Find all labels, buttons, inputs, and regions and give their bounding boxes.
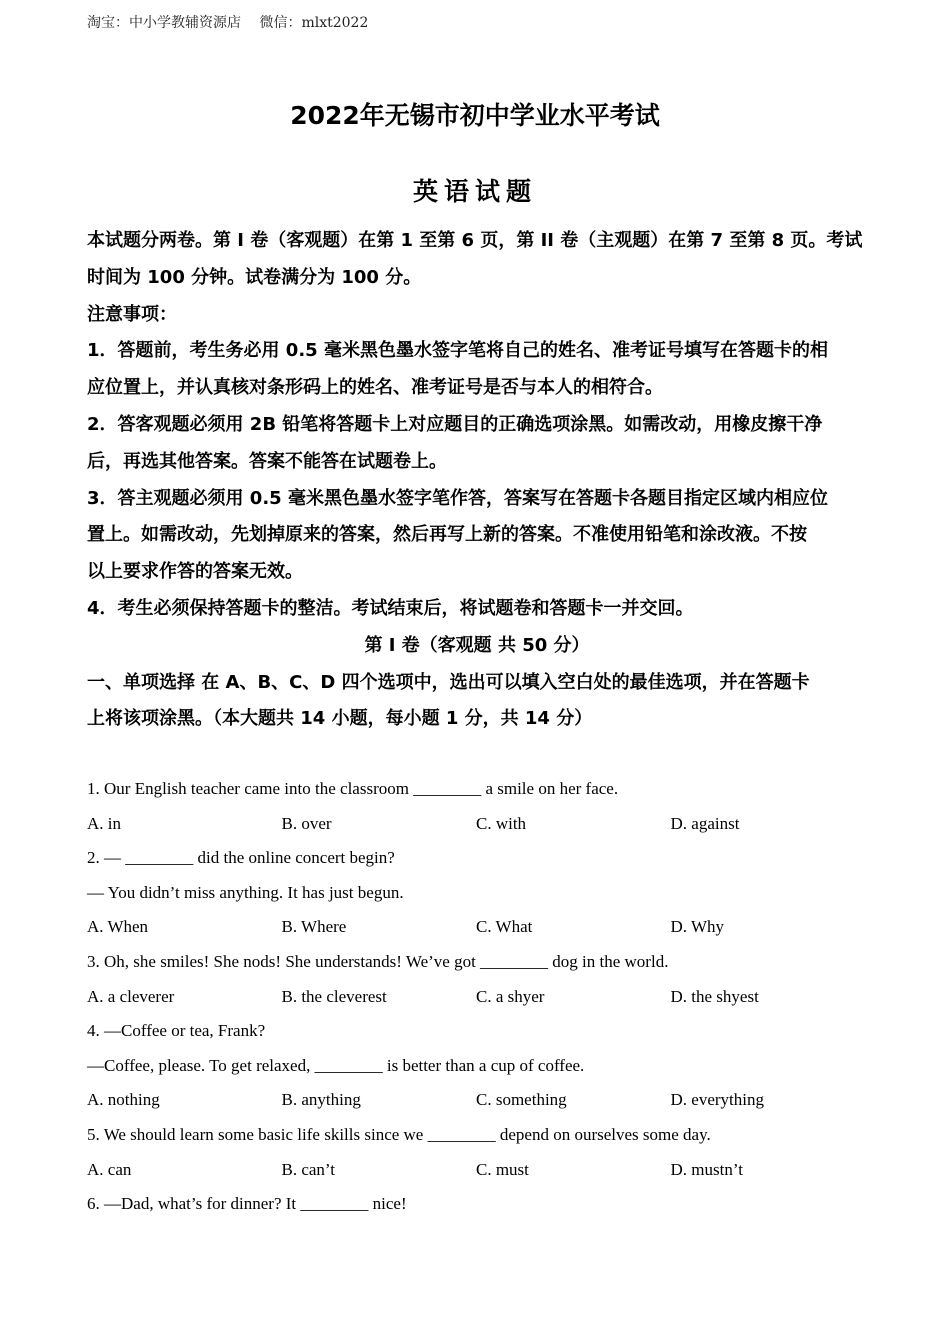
- option-b: B. Where: [281, 917, 347, 937]
- option-a: A. can: [87, 1159, 132, 1179]
- option-b: B. the cleverest: [281, 986, 387, 1006]
- option-c: C. a shyer: [476, 986, 545, 1006]
- option-c: C. with: [476, 813, 527, 833]
- notice-item: 4．考生必须保持答题卡的整洁。考试结束后，将试题卷和答题卡一并交回。: [87, 597, 694, 619]
- exam-subtitle: 英语试题: [412, 177, 537, 206]
- option-c: C. something: [476, 1090, 567, 1110]
- wechat-label: 微信：mlxt2022: [259, 15, 369, 31]
- intro-line: 时间为 100 分钟。试卷满分为 100 分。: [87, 266, 422, 288]
- option-b: B. over: [281, 813, 332, 833]
- question-2-options: [87, 910, 877, 945]
- option-d: D. against: [670, 813, 740, 833]
- page-header: [87, 12, 368, 32]
- question-2: 2. — ________ did the online concert begin?: [87, 848, 395, 868]
- notice-item: 以上要求作答的答案无效。: [87, 561, 303, 583]
- option-d: D. Why: [670, 917, 725, 937]
- question-4: 4. —Coffee or tea, Frank?: [87, 1021, 266, 1041]
- question-5: 5. We should learn some basic life skills since we ________ depend on ourselves some day.: [87, 1124, 711, 1144]
- notice-item: 置上。如需改动，先划掉原来的答案，然后再写上新的答案。不准使用铅笔和涂改液。不按: [87, 524, 807, 546]
- shop-label: 淘宝：中小学教辅资源店: [87, 15, 241, 31]
- question-3: 3. Oh, she smiles! She nods! She understands! We’ve got ________ dog in the world.: [87, 951, 669, 971]
- notice-item: 应位置上，并认真核对条形码上的姓名、准考证号是否与本人的相符合。: [87, 377, 663, 399]
- part-heading: 上将该项涂黑。（本大题共 14 小题，每小题 1 分，共 14 分）: [87, 708, 593, 730]
- option-d: D. mustn’t: [670, 1159, 743, 1179]
- question-5-options: [87, 1153, 877, 1188]
- question-1-options: [87, 807, 877, 842]
- intro-line: 本试题分两卷。第 I 卷（客观题）在第 1 至第 6 页，第 II 卷（主观题）在第 7 至第 8 页。考试: [87, 230, 863, 251]
- option-b: B. can’t: [281, 1159, 336, 1179]
- notice-heading: 注意事项：: [87, 303, 177, 325]
- notice-item: 1．答题前，考生务必用 0.5 毫米黑色墨水签字笔将自己的姓名、准考证号填写在答题卡的相: [87, 340, 828, 362]
- questions-list: [87, 772, 877, 1222]
- option-b: B. anything: [281, 1090, 361, 1110]
- option-a: A. in: [87, 813, 121, 833]
- notice-item: 3．答主观题必须用 0.5 毫米黑色墨水签字笔作答，答案写在答题卡各题目指定区域内相应位: [87, 487, 828, 509]
- question-6: 6. —Dad, what’s for dinner? It ________ nice!: [87, 1194, 407, 1214]
- question-3-options: [87, 980, 877, 1015]
- option-a: A. a cleverer: [87, 986, 175, 1006]
- notice-item: 后，再选其他答案。答案不能答在试题卷上。: [87, 450, 447, 472]
- option-a: A. nothing: [87, 1090, 160, 1110]
- part-heading: 一、单项选择 在 A、B、C、D 四个选项中，选出可以填入空白处的最佳选项，并在答题卡: [87, 671, 810, 693]
- question-4-reply: —Coffee, please. To get relaxed, ________ is better than a cup of coffee.: [87, 1055, 585, 1075]
- notice-item: 2．答客观题必须用 2B 铅笔将答题卡上对应题目的正确选项涂黑。如需改动，用橡皮擦干净: [87, 413, 823, 435]
- section-title: 第 I 卷（客观题 共 50 分）: [364, 634, 590, 656]
- option-d: D. the shyest: [670, 986, 759, 1006]
- exam-title: 2022年无锡市初中学业水平考试: [290, 101, 660, 130]
- option-a: A. When: [87, 917, 149, 937]
- option-c: C. must: [476, 1159, 529, 1179]
- question-1: 1. Our English teacher came into the classroom ________ a smile on her face.: [87, 779, 619, 798]
- instructions-block: [87, 223, 867, 738]
- question-4-options: [87, 1083, 877, 1118]
- option-c: C. What: [476, 917, 533, 937]
- option-d: D. everything: [670, 1090, 764, 1110]
- question-2-reply: — You didn’t miss anything. It has just begun.: [87, 882, 404, 902]
